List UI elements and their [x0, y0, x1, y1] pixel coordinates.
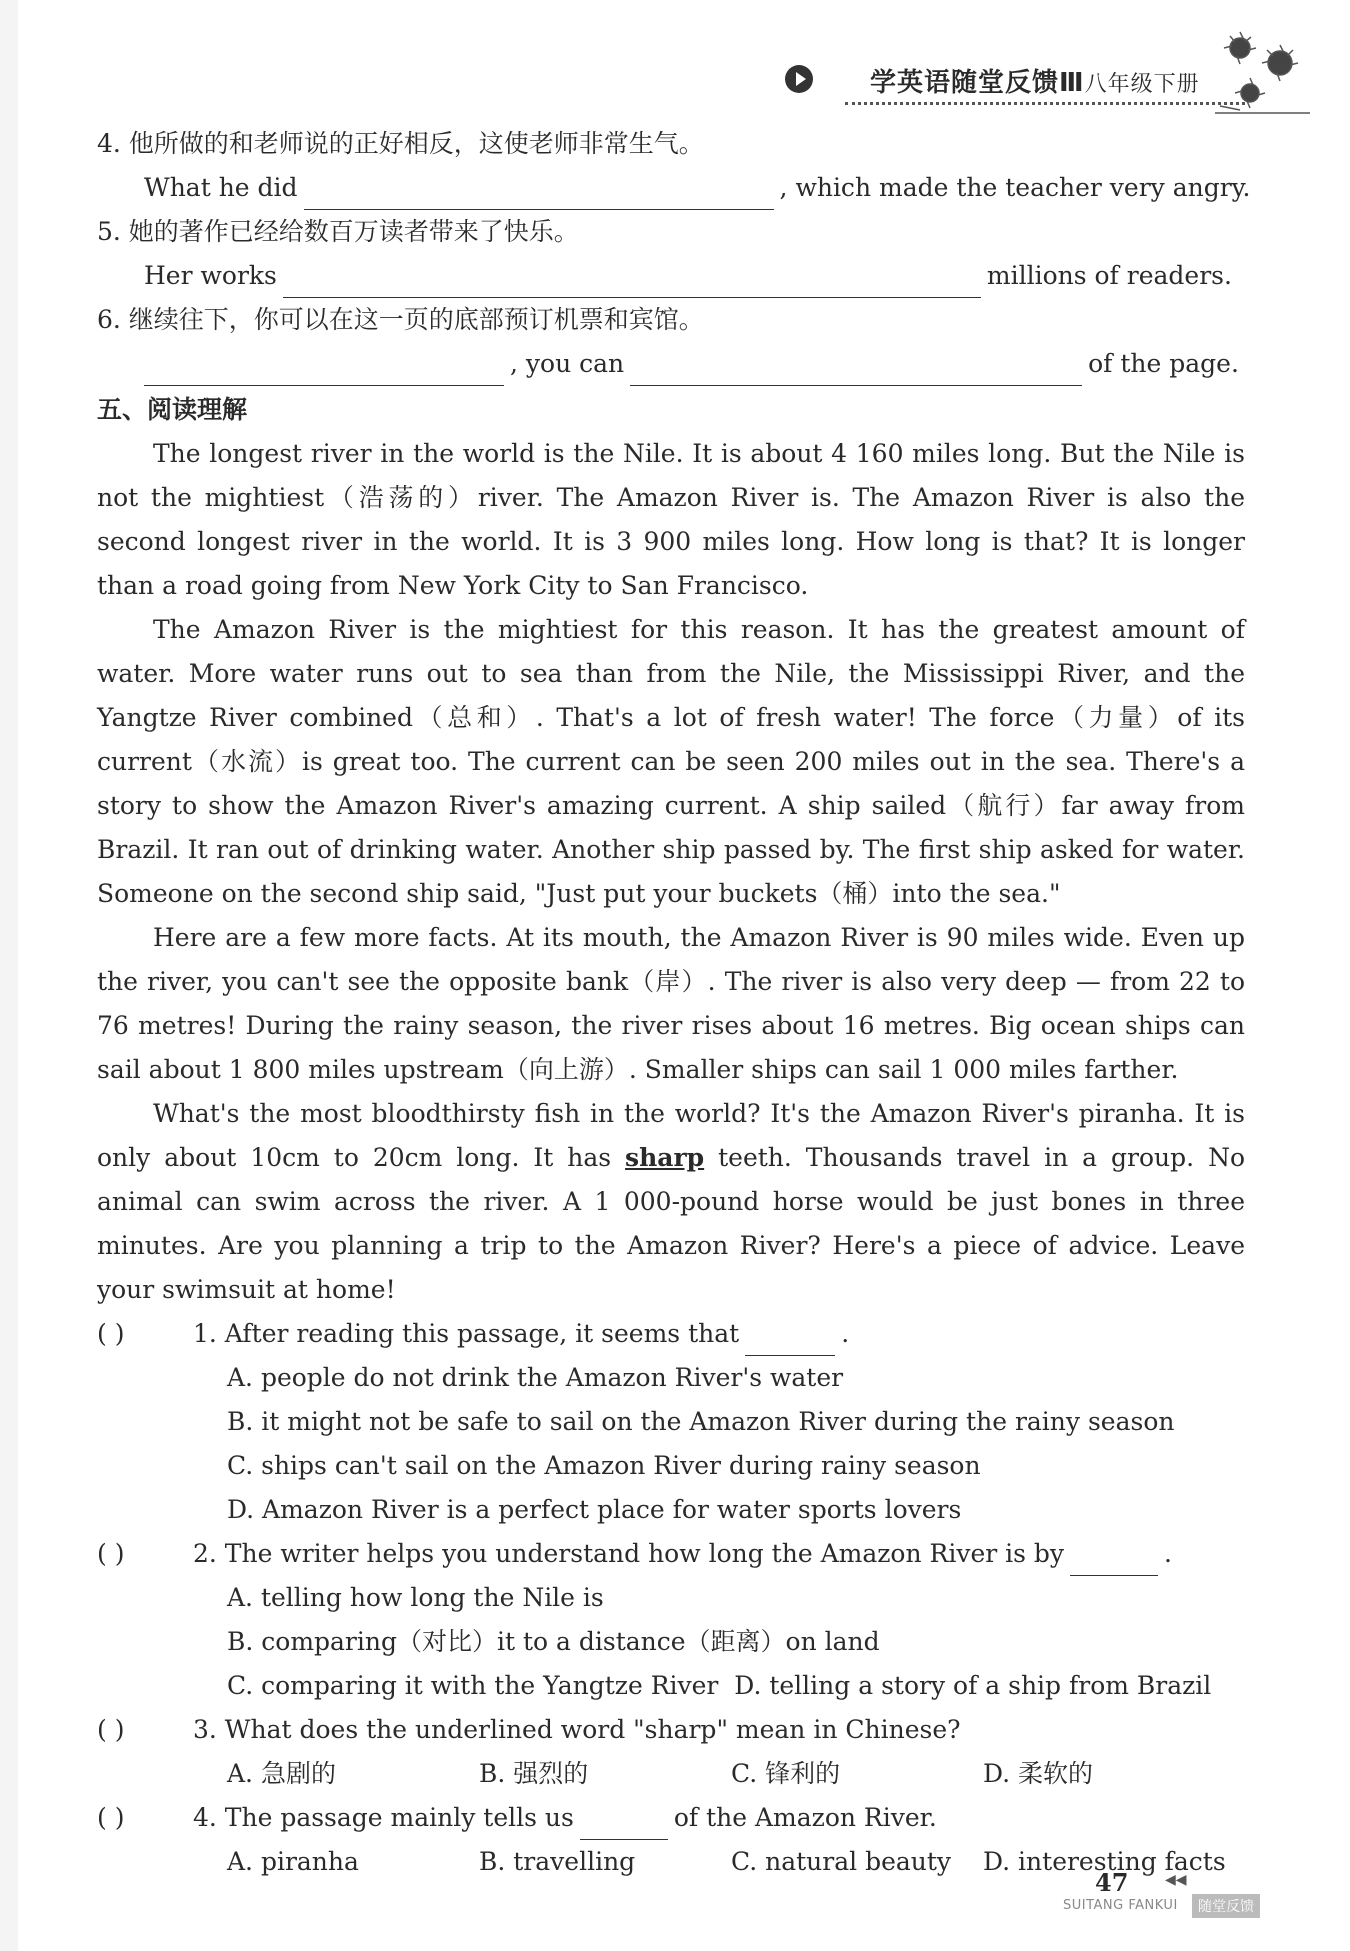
translation-q5-answer [97, 254, 1245, 298]
answer-bracket[interactable]: ( ) [97, 1319, 125, 1348]
section-title: 五、阅读理解 [97, 395, 248, 424]
option-a[interactable]: A. people do not drink the Amazon River's water [227, 1363, 844, 1392]
option-a[interactable]: A. piranha [227, 1847, 359, 1876]
question-stem [97, 1532, 1245, 1576]
question-4 [97, 1796, 1245, 1884]
option-d[interactable]: D. Amazon River is a perfect place for water sports lovers [227, 1495, 962, 1524]
question-text: 1. After reading this passage, it seems that [193, 1319, 740, 1348]
underlined-word: sharp [625, 1143, 705, 1172]
option-d[interactable]: D. 柔软的 [983, 1759, 1094, 1788]
question-text: 3. What does the underlined word "sharp" mean in Chinese? [193, 1715, 961, 1744]
answer-blank[interactable] [745, 1325, 835, 1356]
answer-blank[interactable] [580, 1809, 668, 1840]
header-divider [845, 102, 1245, 105]
page-header [785, 55, 1255, 115]
passage-paragraph: The Amazon River is the mightiest for this reason. It has the greatest amount of water. More water runs out to sea than from the Nile, the Mississippi River, and the Yangtze River combined（总和）. That's a lot of fresh water! The force（力量）of its current（水流）is great too. The current can be seen 200 miles out in the sea. There's a story to show the Amazon River's amazing current. A ship sailed（航行）far away from Brazil. It ran out of drinking water. Another ship passed by. The first ship asked for water. Someone on the second ship said, "Just put your buckets（桶）into the sea." [97, 615, 1245, 908]
translation-q5-prompt: 5. 她的著作已经给数百万读者带来了快乐。 [97, 217, 579, 246]
option-b[interactable]: B. 强烈的 [479, 1759, 589, 1788]
page-content [97, 122, 1251, 1884]
question-text: 2. The writer helps you understand how long the Amazon River is by [193, 1539, 1065, 1568]
option-c[interactable]: C. natural beauty [731, 1847, 952, 1876]
translation-q6-text-b: of the page. [1088, 349, 1239, 378]
translation-q4-answer [97, 166, 1251, 210]
answer-bracket[interactable]: ( ) [97, 1715, 125, 1744]
option-row [97, 1664, 1245, 1708]
passage-paragraph: Here are a few more facts. At its mouth, the Amazon River is 90 miles wide. Even up the river, you can't see the opposite bank（岸）. The river is also very deep — from 22 to 76 metres! During the rainy season, the river rises about 16 metres. Big ocean ships can sail about 1 800 miles upstream（向上游）. Smaller ships can sail 1 000 miles farther. [97, 923, 1245, 1084]
translation-q6-prompt: 6. 继续往下，你可以在这一页的底部预订机票和宾馆。 [97, 305, 704, 334]
question-text: of the Amazon River. [673, 1803, 937, 1832]
option-row [97, 1752, 1245, 1796]
option-b[interactable]: B. comparing（对比）it to a distance（距离）on land [227, 1627, 880, 1656]
translation-q6-answer [97, 342, 1245, 386]
option-c[interactable]: C. ships can't sail on the Amazon River during rainy season [227, 1451, 981, 1480]
passage-text: teeth. Thousands travel in a group. No animal can swim across the river. A 1 000-pound horse would be just bones in three minutes. Are you planning a trip to the Amazon River? Here's a piece of advice. Leave your swimsuit at home! [97, 1143, 1245, 1304]
answer-bracket[interactable]: ( ) [97, 1539, 125, 1568]
option-b[interactable]: B. it might not be safe to sail on the Amazon River during the rainy season [227, 1407, 1175, 1436]
question-end: . [1164, 1539, 1172, 1568]
option-a[interactable]: A. telling how long the Nile is [227, 1583, 604, 1612]
book-title [870, 62, 1200, 99]
option-d[interactable]: D. interesting facts [983, 1847, 1226, 1876]
question-text: 4. The passage mainly tells us [193, 1803, 574, 1832]
reading-passage [97, 432, 1245, 1312]
answer-blank[interactable] [283, 267, 981, 298]
translation-q6-text-a: , you can [510, 349, 625, 378]
question-end: . [841, 1319, 850, 1348]
option-c[interactable]: C. 锋利的 [731, 1759, 841, 1788]
answer-blank[interactable] [304, 179, 774, 210]
footer-brand: SUITANG FANKUI [1063, 1898, 1178, 1913]
option-b[interactable]: B. travelling [479, 1847, 636, 1876]
option-a[interactable]: A. 急剧的 [227, 1759, 336, 1788]
question-3 [97, 1708, 1245, 1796]
book-title-text: 学英语随堂反馈Ⅲ [870, 68, 1085, 98]
question-1 [97, 1312, 1245, 1532]
option-c[interactable]: C. comparing it with the Yangtze River [227, 1671, 719, 1700]
translation-q4-text-a: What he did [144, 173, 298, 202]
answer-blank[interactable] [630, 355, 1082, 386]
answer-blank[interactable] [144, 355, 504, 386]
question-2 [97, 1532, 1245, 1708]
option-row [97, 1840, 1245, 1884]
question-stem [97, 1796, 1245, 1840]
sunflower-icon [1210, 18, 1320, 118]
question-stem [97, 1708, 1245, 1752]
play-icon [785, 65, 813, 93]
page-number: 47 [1095, 1868, 1129, 1897]
question-stem [97, 1312, 1245, 1356]
translation-q5-text-b: millions of readers. [986, 261, 1232, 290]
passage-text: What's the most bloodthirsty fish in the world? It's the Amazon River's piranha. It is only about 10cm to 20cm long. It has [97, 1099, 1245, 1172]
answer-bracket[interactable]: ( ) [97, 1803, 125, 1832]
answer-blank[interactable] [1070, 1545, 1158, 1576]
passage-paragraph [97, 1092, 1245, 1312]
translation-q4-text-b: , which made the teacher very angry. [779, 173, 1251, 202]
back-arrows-icon: ◀◀ [1165, 1872, 1187, 1888]
option-d[interactable]: D. telling a story of a ship from Brazil [734, 1671, 1212, 1700]
page-edge [0, 0, 18, 1951]
book-grade: 八年级下册 [1084, 72, 1200, 97]
translation-q4-prompt: 4. 他所做的和老师说的正好相反，这使老师非常生气。 [97, 129, 704, 158]
translation-q5-text-a: Her works [144, 261, 277, 290]
footer-tag: 随堂反馈 [1192, 1894, 1260, 1918]
passage-paragraph: The longest river in the world is the Nile. It is about 4 160 miles long. But the Nile is not the mightiest（浩荡的）river. The Amazon River is. The Amazon River is also the second longest river in the world. It is 3 900 miles long. How long is that? It is longer than a road going from New York City to San Francisco. [97, 439, 1245, 600]
